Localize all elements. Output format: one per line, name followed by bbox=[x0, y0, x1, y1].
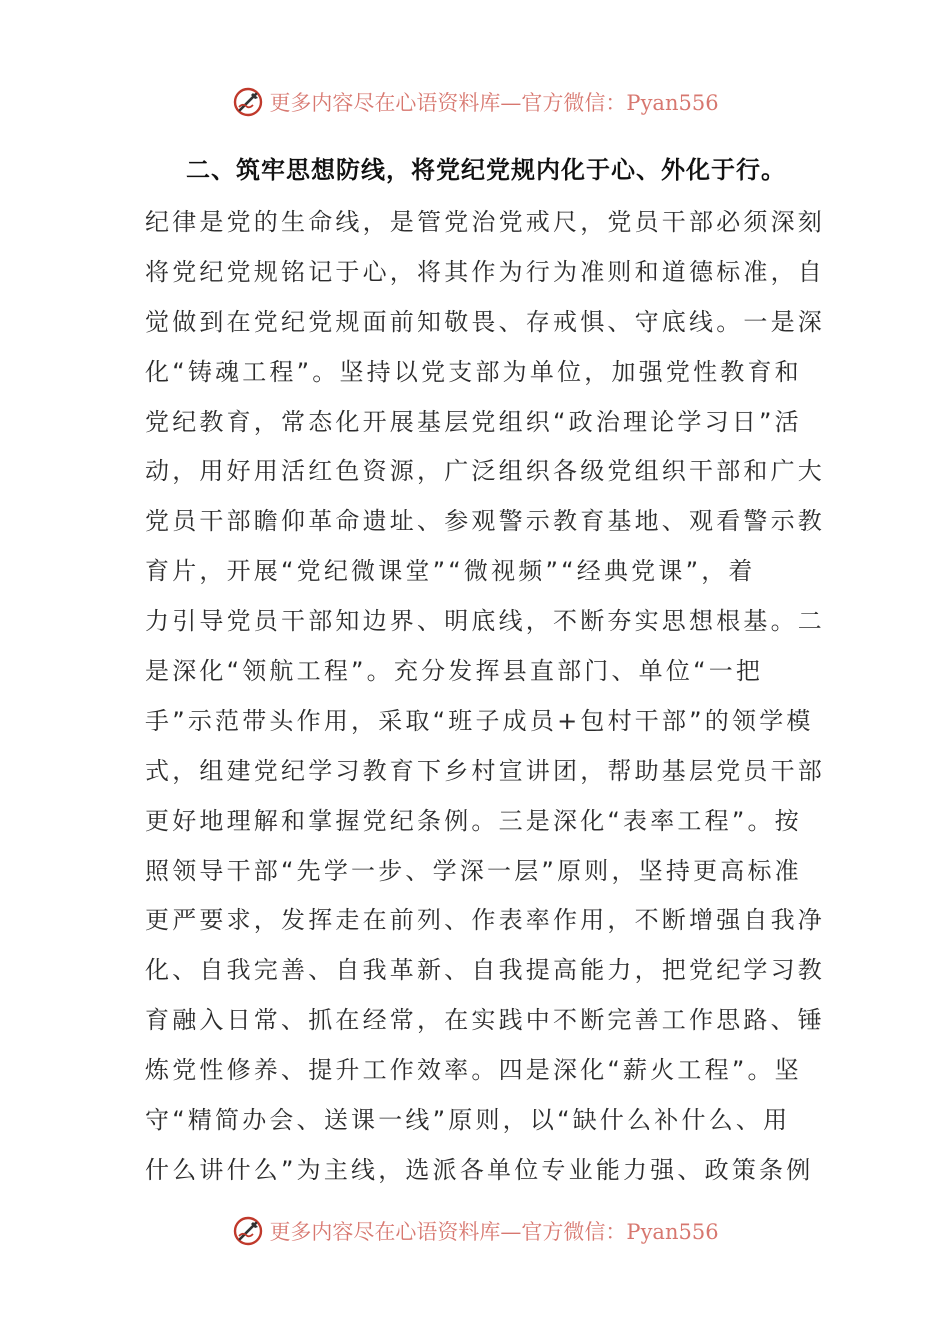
header-watermark-banner bbox=[0, 82, 950, 122]
watermark-text: 更多内容尽在心语资料库—官方微信：Pyan556 bbox=[269, 91, 719, 115]
text-line: 是深化“领航工程”。充分发挥县直部门、单位“一把 bbox=[145, 657, 764, 686]
text-line: 什么讲什么”为主线，选派各单位专业能力强、政策条例 bbox=[145, 1155, 814, 1184]
watermark-text: 更多内容尽在心语资料库—官方微信：Pyan556 bbox=[269, 1220, 719, 1244]
section-heading: 二、筑牢思想防线，将党纪党规内化于心、外化于行。 bbox=[186, 156, 786, 184]
pen-emblem-icon bbox=[231, 1214, 265, 1248]
text-line: 党纪教育，常态化开展基层党组织“政治理论学习日”活 bbox=[145, 407, 802, 436]
text-line: 动，用好用活红色资源，广泛组织各级党组织干部和广大 bbox=[145, 457, 825, 486]
body-paragraph bbox=[145, 202, 825, 1200]
text-line: 将党纪党规铭记于心，将其作为行为准则和道德标准，自 bbox=[145, 257, 825, 286]
text-line: 力引导党员干部知边界、明底线，不断夯实思想根基。二 bbox=[145, 607, 825, 636]
text-line: 更好地理解和掌握党纪条例。三是深化“表率工程”。按 bbox=[145, 806, 802, 835]
text-line: 觉做到在党纪党规面前知敬畏、存戒惧、守底线。一是深 bbox=[145, 307, 825, 336]
text-line: 手”示范带头作用，采取“班子成员+包村干部”的领学模 bbox=[145, 706, 814, 735]
text-line: 照领导干部“先学一步、学深一层”原则，坚持更高标准 bbox=[145, 856, 802, 885]
text-line: 纪律是党的生命线，是管党治党戒尺，党员干部必须深刻 bbox=[145, 208, 825, 236]
pen-emblem-icon bbox=[231, 85, 265, 119]
text-line: 化“铸魂工程”。坚持以党支部为单位，加强党性教育和 bbox=[145, 357, 802, 386]
text-line: 育片，开展“党纪微课堂”“微视频”“经典党课”，着 bbox=[145, 557, 756, 586]
text-line: 炼党性修养、提升工作效率。四是深化“薪火工程”。坚 bbox=[145, 1056, 802, 1085]
text-line: 党员干部瞻仰革命遗址、参观警示教育基地、观看警示教 bbox=[145, 507, 825, 536]
text-line: 守“精简办会、送课一线”原则，以“缺什么补什么、用 bbox=[145, 1106, 791, 1135]
text-line: 育融入日常、抓在经常，在实践中不断完善工作思路、锤 bbox=[145, 1006, 825, 1035]
text-line: 更严要求，发挥走在前列、作表率作用，不断增强自我净 bbox=[145, 906, 825, 935]
text-line: 式，组建党纪学习教育下乡村宣讲团，帮助基层党员干部 bbox=[145, 756, 825, 785]
footer-watermark-banner bbox=[0, 1211, 950, 1251]
text-line: 化、自我完善、自我革新、自我提高能力，把党纪学习教 bbox=[145, 956, 825, 985]
